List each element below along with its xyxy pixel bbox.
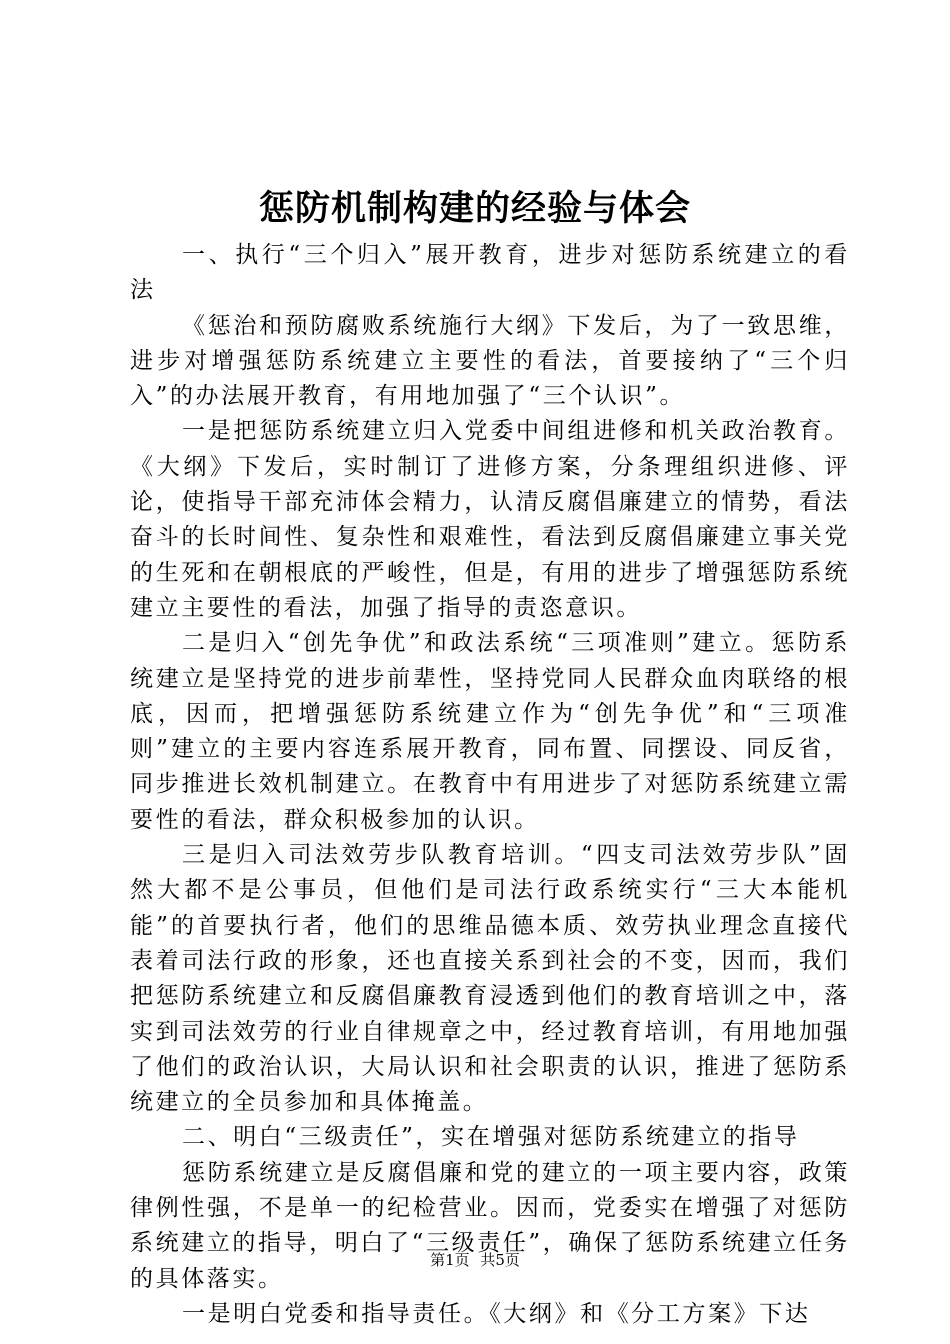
- paragraph: 《惩治和预防腐败系统施行大纲》下发后，为了一致思维，进步对增强惩防系统建立主要性的看法，首要接纳了“三个归入”的办法展开教育，有用地加强了“三个认识”。: [130, 312, 850, 410]
- document-body: [130, 238, 850, 1332]
- paragraph: 二是归入“创先争优”和政法系统“三项准则”建立。惩防系统建立是坚持党的进步前辈性，坚持党同人民群众血肉联络的根底，因而，把增强惩防系统建立作为“创先争优”和“三项准则”建立的主要内容连系展开教育，同布置、同摆设、同反省，同步推进长效机制建立。在教育中有用进步了对惩防系统建立需要性的看法，群众积极参加的认识。: [130, 630, 850, 833]
- paragraph: 一是明白党委和指导责任。《大纲》和《分工方案》下达: [182, 1300, 811, 1327]
- paragraph: 一是把惩防系统建立归入党委中间组进修和机关政治教育。《大纲》下发后，实时制订了进修方案，分条理组织进修、评论，使指导干部充沛体会精力，认清反腐倡廉建立的情势，看法奋斗的长时间性、复杂性和艰难性，看法到反腐倡廉建立事关党的生死和在朝根底的严峻性，但是，有用的进步了增强惩防系统建立主要性的看法，加强了指导的责恣意识。: [130, 418, 850, 621]
- page-number: 第1页: [430, 1251, 470, 1269]
- paragraph: 惩防系统建立是反腐倡廉和党的建立的一项主要内容，政策律例性强，不是单一的纪检营业。因而，党委实在增强了对惩防系统建立的指导，明白了“三级责任”，确保了惩防系统建立任务的具体落实。: [130, 1159, 850, 1292]
- section-heading-2: 二、明白“三级责任”，实在增强对惩防系统建立的指导: [182, 1124, 800, 1151]
- section-heading-1: 一、执行“三个归入”展开教育，进步对惩防系统建立的看法: [130, 242, 850, 304]
- page-total: 共5页: [480, 1251, 520, 1269]
- page-footer: [0, 1250, 950, 1270]
- paragraph: 三是归入司法效劳步队教育培训。“四支司法效劳步队”固然大都不是公事员，但他们是司法行政系统实行“三大本能机能”的首要执行者，他们的思维品德本质、效劳执业理念直接代表着司法行政的形象，还也直接关系到社会的不变，因而，我们把惩防系统建立和反腐倡廉教育浸透到他们的教育培训之中，落实到司法效劳的行业自律规章之中，经过教育培训，有用地加强了他们的政治认识，大局认识和社会职责的认识，推进了惩防系统建立的全员参加和具体掩盖。: [130, 842, 850, 1116]
- document-title: 惩防机制构建的经验与体会: [258, 189, 691, 229]
